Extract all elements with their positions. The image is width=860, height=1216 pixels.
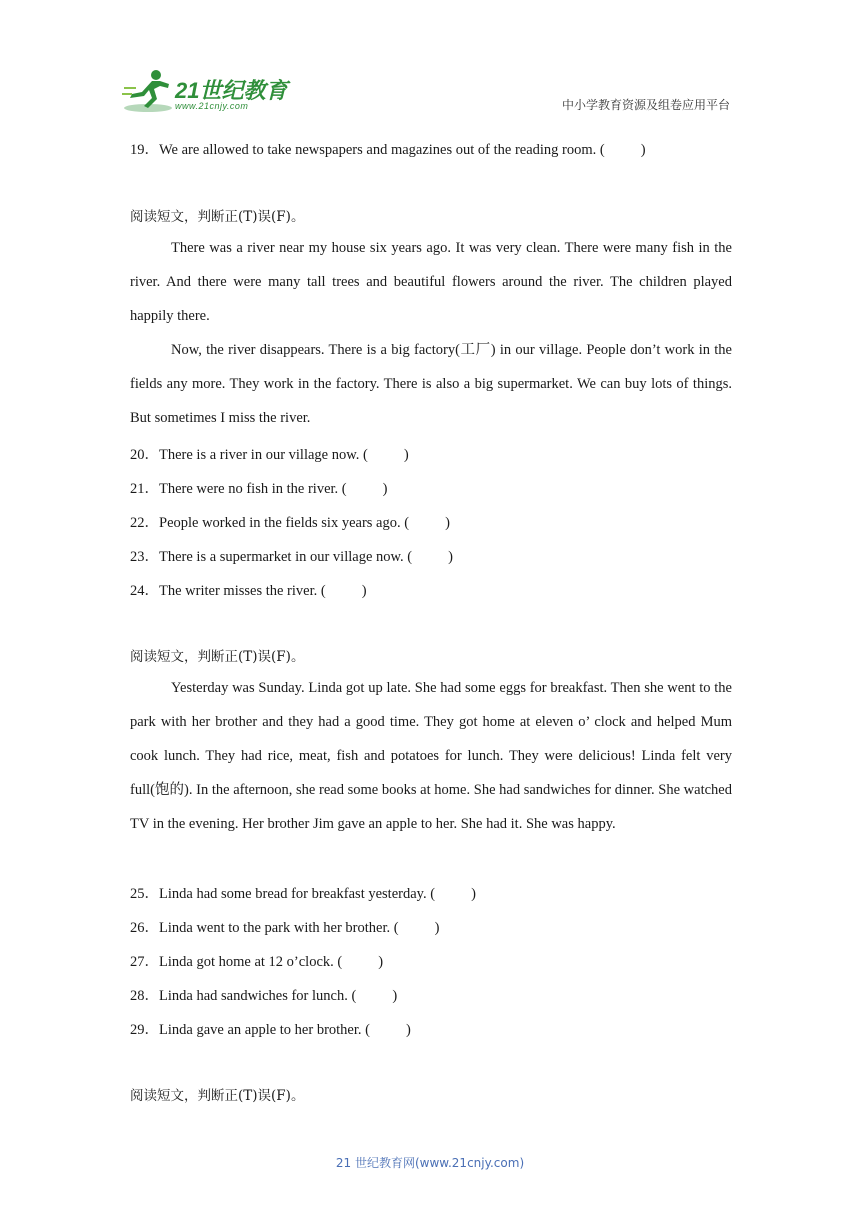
question-28: 28．Linda had sandwiches for lunch. ( ) — [130, 988, 398, 1004]
question-26: 26．Linda went to the park with her brother. ( ) — [130, 920, 440, 936]
question-22: 22．People worked in the fields six years ago. ( ) — [130, 515, 450, 531]
logo-text: 21世纪教育 — [175, 78, 288, 103]
question-19: 19．We are allowed to take newspapers and magazines out of the reading room. ( ) — [130, 142, 646, 158]
question-29: 29．Linda gave an apple to her brother. ( ) — [130, 1022, 411, 1038]
question-number: 19． — [130, 142, 159, 158]
question-24: 24．The writer misses the river. ( ) — [130, 583, 367, 599]
question-23: 23．There is a supermarket in our village now. ( ) — [130, 549, 453, 565]
question-25: 25．Linda had some bread for breakfast yesterday. ( ) — [130, 886, 476, 902]
header-tagline: 中小学教育资源及组卷应用平台 — [561, 98, 730, 112]
passage-paragraph: There was a river near my house six years ago. It was very clean. There were many fish in the river. And there were many tall trees and beautiful flowers around the river. The children played happily there. — [130, 240, 732, 324]
section-heading: 阅读短文，判断正(T)误(F)。 — [130, 649, 305, 665]
footer-link[interactable]: 21 世纪教育网(www.21cnjy.com) — [335, 1156, 525, 1170]
page-header — [0, 0, 860, 120]
section-heading: 阅读短文，判断正(T)误(F)。 — [130, 1088, 305, 1104]
section-heading: 阅读短文，判断正(T)误(F)。 — [130, 209, 305, 225]
site-logo[interactable] — [122, 68, 292, 116]
passage-paragraph: Yesterday was Sunday. Linda got up late. She had some eggs for breakfast. Then she went to the park with her brother and they had a good time. They got home at eleven o’ clock and helped Mum cook lunch. They had rice, meat, fish and potatoes for lunch. They were delicious! Linda felt very full(饱的). In the afternoon, she read some books at home. She had sandwiches for dinner. She watched TV in the evening. Her brother Jim gave an apple to her. She had it. She was happy. — [130, 680, 732, 832]
question-20: 20．There is a river in our village now. ( ) — [130, 447, 409, 463]
runner-icon — [122, 68, 174, 114]
question-21: 21．There were no fish in the river. ( ) — [130, 481, 388, 497]
passage-paragraph: Now, the river disappears. There is a big factory(工厂) in our village. People don’t work in the fields any more. They work in the factory. There is also a big supermarket. We can buy lots of things. But sometimes I miss the river. — [130, 342, 732, 426]
question-text: We are allowed to take newspapers and magazines out of the reading room. ( — [159, 142, 605, 158]
question-27: 27．Linda got home at 12 o’clock. ( ) — [130, 954, 384, 970]
logo-url: www.21cnjy.com — [175, 101, 249, 111]
page-footer — [0, 1154, 860, 1171]
